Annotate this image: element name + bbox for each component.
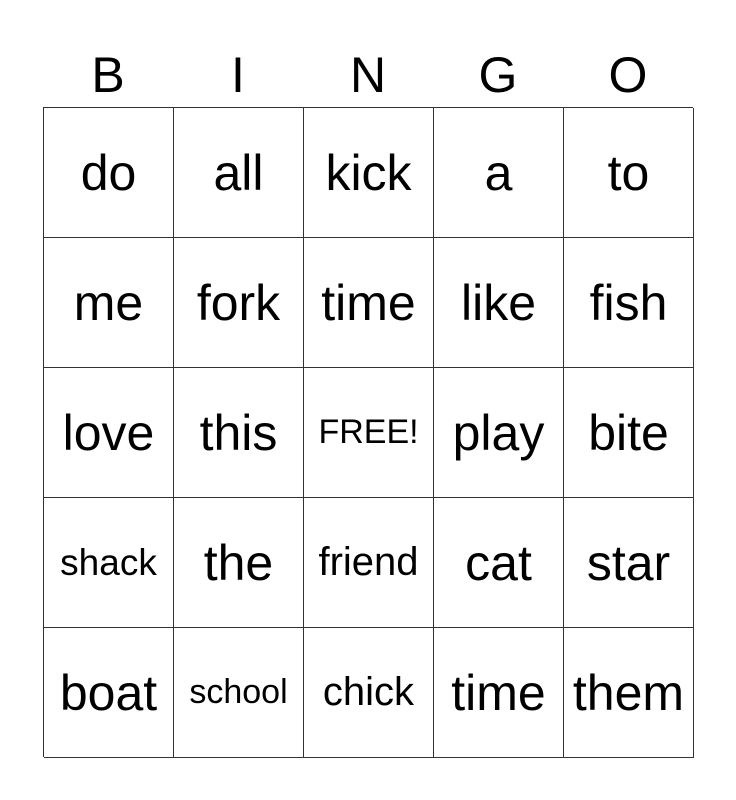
free-space-cell[interactable]: FREE! [304, 368, 434, 498]
header-letter-n: N [349, 47, 387, 103]
bingo-cell[interactable]: school [174, 628, 304, 758]
bingo-cell[interactable]: like [434, 238, 564, 368]
bingo-cell[interactable]: boat [44, 628, 174, 758]
bingo-cell[interactable]: fork [174, 238, 304, 368]
bingo-cell[interactable]: fish [564, 238, 694, 368]
bingo-cell[interactable]: chick [304, 628, 434, 758]
bingo-cell[interactable]: them [564, 628, 694, 758]
bingo-cell[interactable]: to [564, 108, 694, 238]
header-letter-i: I [231, 47, 245, 103]
bingo-cell[interactable]: time [434, 628, 564, 758]
bingo-cell[interactable]: friend [304, 498, 434, 628]
bingo-board [43, 107, 693, 757]
bingo-cell[interactable]: love [44, 368, 174, 498]
header-letter-b: B [91, 47, 125, 103]
bingo-cell[interactable]: kick [304, 108, 434, 238]
bingo-cell[interactable]: me [44, 238, 174, 368]
bingo-cell[interactable]: do [44, 108, 174, 238]
header-letter-g: G [478, 47, 518, 103]
bingo-cell[interactable]: shack [44, 498, 174, 628]
bingo-cell[interactable]: all [174, 108, 304, 238]
bingo-cell[interactable]: cat [434, 498, 564, 628]
bingo-cell[interactable]: play [434, 368, 564, 498]
bingo-cell[interactable]: a [434, 108, 564, 238]
bingo-cell[interactable]: this [174, 368, 304, 498]
bingo-cell[interactable]: star [564, 498, 694, 628]
header-letter-o: O [608, 47, 648, 103]
bingo-cell[interactable]: the [174, 498, 304, 628]
bingo-header [43, 44, 693, 106]
bingo-cell[interactable]: bite [564, 368, 694, 498]
bingo-cell[interactable]: time [304, 238, 434, 368]
